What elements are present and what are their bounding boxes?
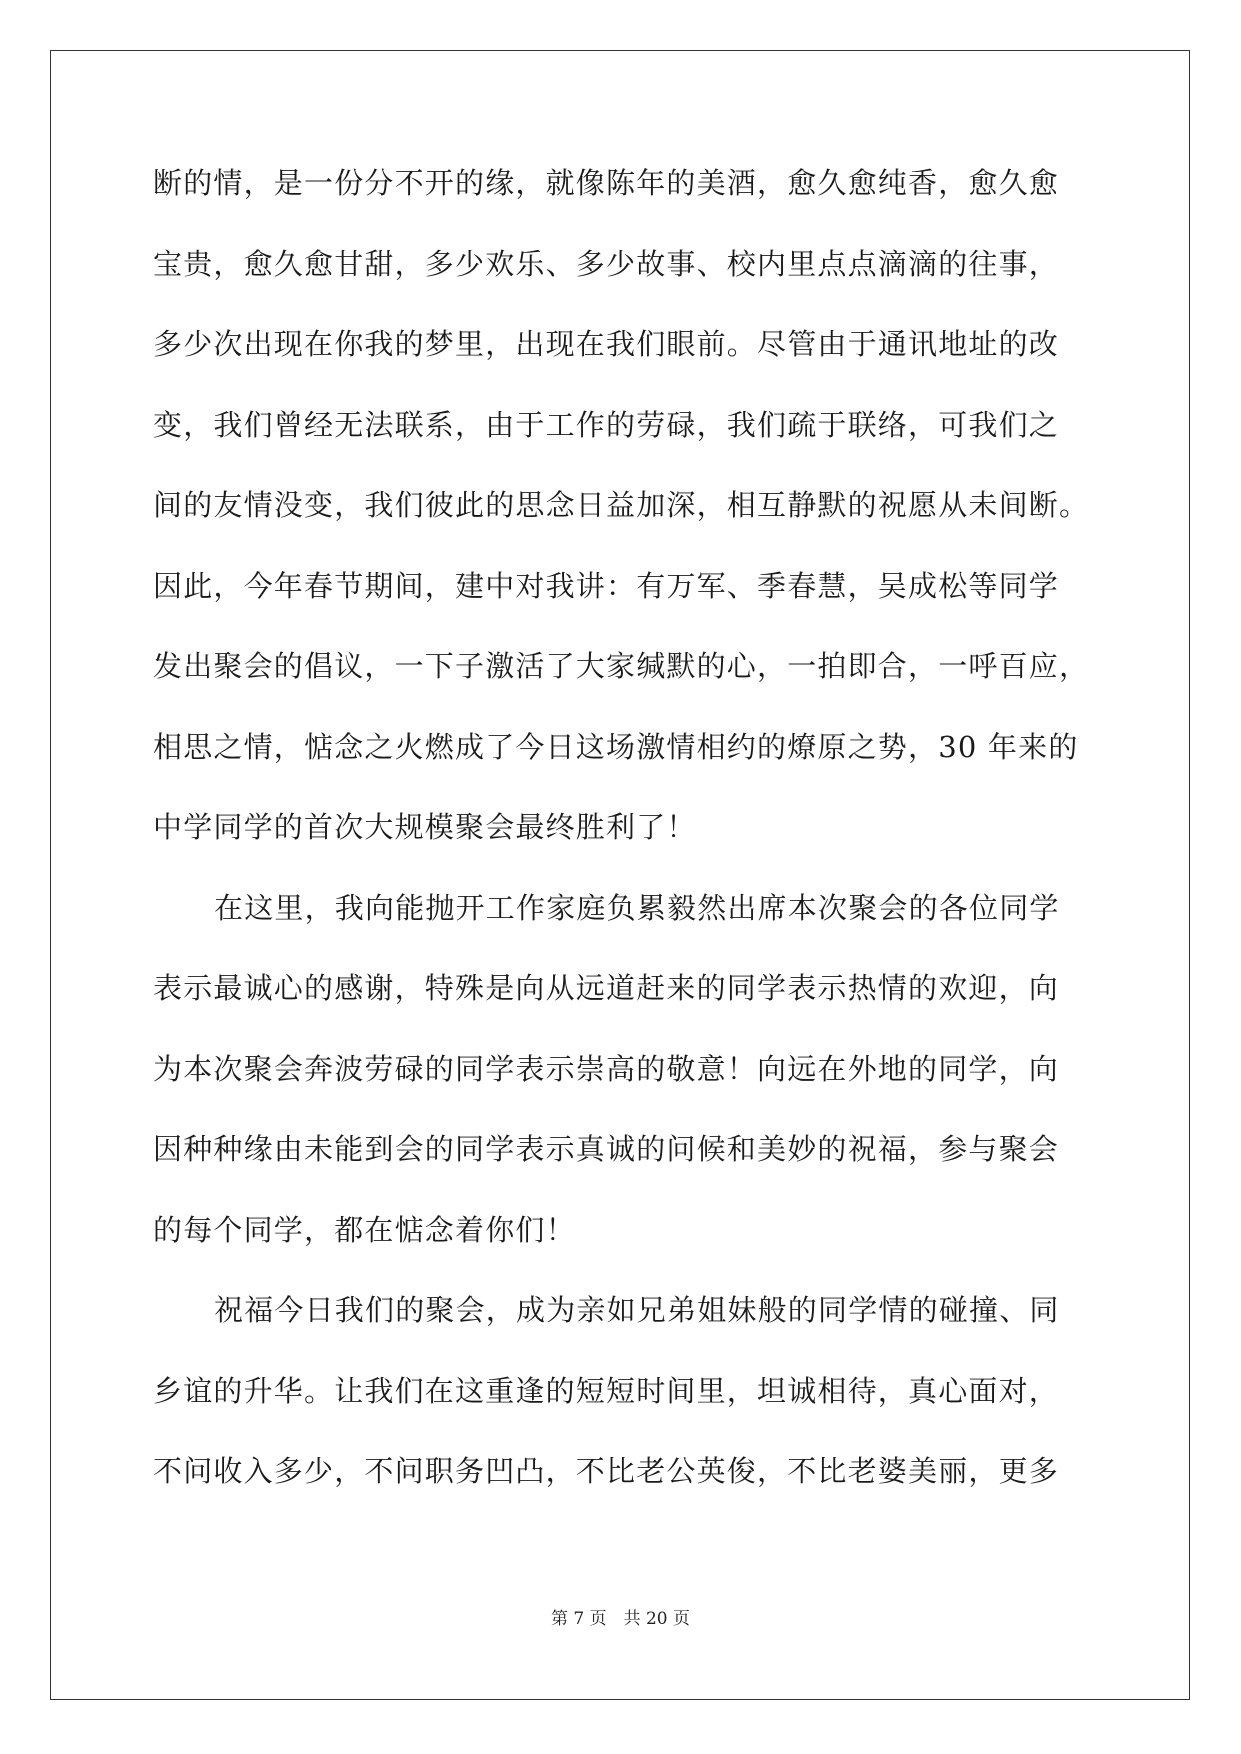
text-line: 祝福今日我们的聚会，成为亲如兄弟姐妹般的同学情的碰撞、同 bbox=[214, 1293, 1060, 1327]
text-line: 不问收入多少，不问职务凹凸，不比老公英俊，不比老婆美丽，更多 bbox=[153, 1454, 1060, 1488]
text-line: 发出聚会的倡议，一下子激活了大家缄默的心，一拍即合，一呼百应， bbox=[153, 649, 1090, 683]
text-line: 断的情，是一份分不开的缘，就像陈年的美酒，愈久愈纯香，愈久愈 bbox=[153, 166, 1060, 200]
text-line: 多少次出现在你我的梦里，出现在我们眼前。尽管由于通讯地址的改 bbox=[153, 327, 1060, 361]
text-line: 因种种缘由未能到会的同学表示真诚的问候和美妙的祝福，参与聚会 bbox=[153, 1132, 1060, 1166]
text-line: 表示最诚心的感谢，特殊是向从远道赶来的同学表示热情的欢迎，向 bbox=[153, 971, 1060, 1005]
text-line: 间的友情没变，我们彼此的思念日益加深，相互静默的祝愿从未间断。 bbox=[153, 488, 1090, 522]
text-line: 相思之情，惦念之火燃成了今日这场激情相约的燎原之势，30 年来的 bbox=[153, 729, 1079, 764]
text-line: 宝贵，愈久愈甘甜，多少欢乐、多少故事、校内里点点滴滴的往事， bbox=[153, 246, 1060, 281]
page-number-footer: 第 7 页 共 20 页 bbox=[550, 1609, 691, 1629]
text-line: 因此，今年春节期间，建中对我讲：有万军、季春慧，吴成松等同学 bbox=[153, 568, 1060, 603]
text-line: 乡谊的升华。让我们在这重逢的短短时间里，坦诚相待，真心面对， bbox=[153, 1373, 1060, 1408]
text-line: 中学同学的首次大规模聚会最终胜利了！ bbox=[153, 810, 697, 844]
text-line: 在这里，我向能抛开工作家庭负累毅然出席本次聚会的各位同学 bbox=[214, 890, 1060, 925]
text-line: 为本次聚会奔波劳碌的同学表示崇高的敬意！向远在外地的同学，向 bbox=[153, 1051, 1060, 1086]
text-line: 的每个同学，都在惦念着你们！ bbox=[153, 1212, 576, 1247]
document-body bbox=[153, 163, 1093, 1532]
text-line: 变，我们曾经无法联系，由于工作的劳碌，我们疏于联络，可我们之 bbox=[153, 407, 1060, 442]
